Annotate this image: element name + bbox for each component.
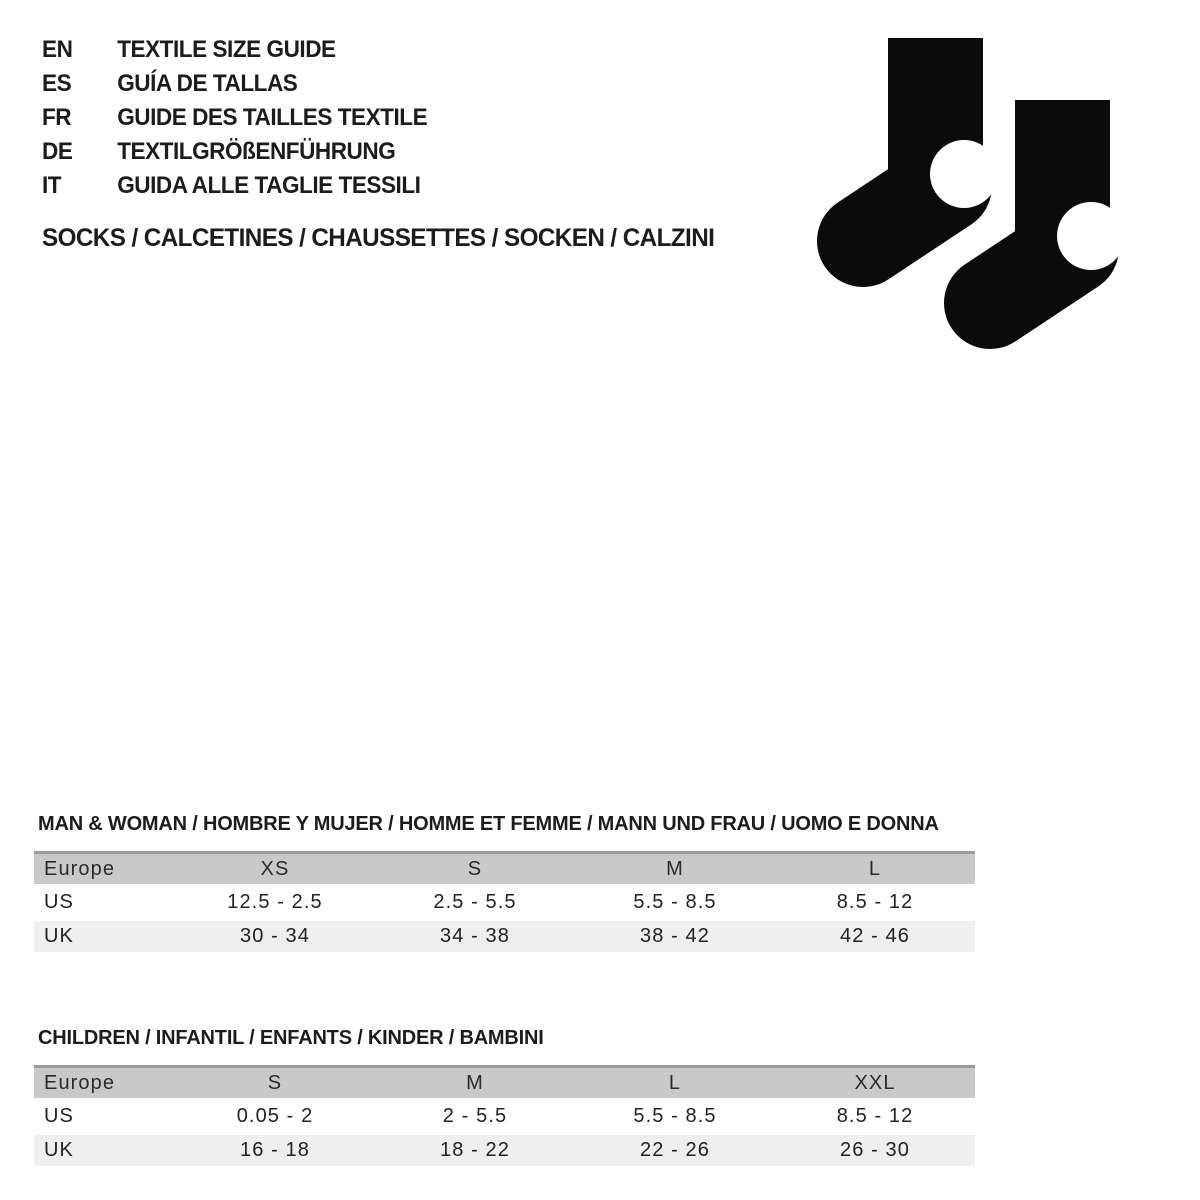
- column-header-size: S: [175, 1067, 375, 1100]
- column-header-region: Europe: [34, 1067, 175, 1100]
- language-list: [42, 33, 427, 203]
- adults-size-table: [34, 851, 975, 955]
- sock-right-icon: [990, 91, 1125, 303]
- children-size-table: [34, 1065, 975, 1169]
- column-header-size: M: [375, 1067, 575, 1100]
- size-cell: 2 - 5.5: [375, 1100, 575, 1134]
- language-row: [42, 101, 427, 135]
- size-cell: 5.5 - 8.5: [575, 1100, 775, 1134]
- language-code: DE: [42, 138, 73, 165]
- column-header-size: XS: [175, 853, 375, 886]
- column-header-size: M: [575, 853, 775, 886]
- language-code: FR: [42, 104, 72, 131]
- language-title: GUIDA ALLE TAGLIE TESSILI: [117, 172, 421, 199]
- size-cell: 8.5 - 12: [775, 886, 975, 920]
- size-cell: 8.5 - 12: [775, 1100, 975, 1134]
- adults-table-title: MAN & WOMAN / HOMBRE Y MUJER / HOMME ET FEMME / MANN UND FRAU / UOMO E DONNA: [38, 813, 939, 835]
- size-cell: 22 - 26: [575, 1134, 775, 1168]
- language-code: EN: [42, 36, 73, 63]
- children-table-title: CHILDREN / INFANTIL / ENFANTS / KINDER / BAMBINI: [38, 1027, 544, 1049]
- language-title: TEXTILE SIZE GUIDE: [117, 36, 336, 63]
- language-title: GUIDE DES TAILLES TEXTILE: [117, 104, 428, 131]
- row-label: UK: [34, 1134, 175, 1168]
- column-header-size: L: [775, 853, 975, 886]
- language-title: GUÍA DE TALLAS: [117, 70, 298, 97]
- row-label: US: [34, 1100, 175, 1134]
- size-cell: 38 - 42: [575, 920, 775, 954]
- column-header-size: S: [375, 853, 575, 886]
- size-cell: 16 - 18: [175, 1134, 375, 1168]
- table-row-uk: [34, 1134, 975, 1168]
- language-row: [42, 67, 427, 101]
- size-cell: 18 - 22: [375, 1134, 575, 1168]
- language-title: TEXTILGRÖßENFÜHRUNG: [117, 138, 396, 165]
- table-header-row: [34, 1067, 975, 1100]
- socks-icon: [808, 36, 1130, 366]
- column-header-region: Europe: [34, 853, 175, 886]
- size-cell: 42 - 46: [775, 920, 975, 954]
- language-row: [42, 33, 427, 67]
- adults-size-section: [34, 813, 975, 955]
- column-header-size: L: [575, 1067, 775, 1100]
- sock-left-icon: [863, 38, 998, 241]
- table-header-row: [34, 853, 975, 886]
- row-label: US: [34, 886, 175, 920]
- language-code: ES: [42, 70, 72, 97]
- size-cell: 26 - 30: [775, 1134, 975, 1168]
- language-row: [42, 169, 427, 203]
- size-cell: 34 - 38: [375, 920, 575, 954]
- row-label: UK: [34, 920, 175, 954]
- size-cell: 0.05 - 2: [175, 1100, 375, 1134]
- language-row: [42, 135, 427, 169]
- table-row-us: [34, 1100, 975, 1134]
- product-heading: SOCKS / CALCETINES / CHAUSSETTES / SOCKEN / CALZINI: [42, 224, 715, 252]
- size-cell: 5.5 - 8.5: [575, 886, 775, 920]
- table-row-uk: [34, 920, 975, 954]
- column-header-size: XXL: [775, 1067, 975, 1100]
- table-row-us: [34, 886, 975, 920]
- size-cell: 2.5 - 5.5: [375, 886, 575, 920]
- size-cell: 12.5 - 2.5: [175, 886, 375, 920]
- language-code: IT: [42, 172, 62, 199]
- children-size-section: [34, 1027, 975, 1169]
- size-cell: 30 - 34: [175, 920, 375, 954]
